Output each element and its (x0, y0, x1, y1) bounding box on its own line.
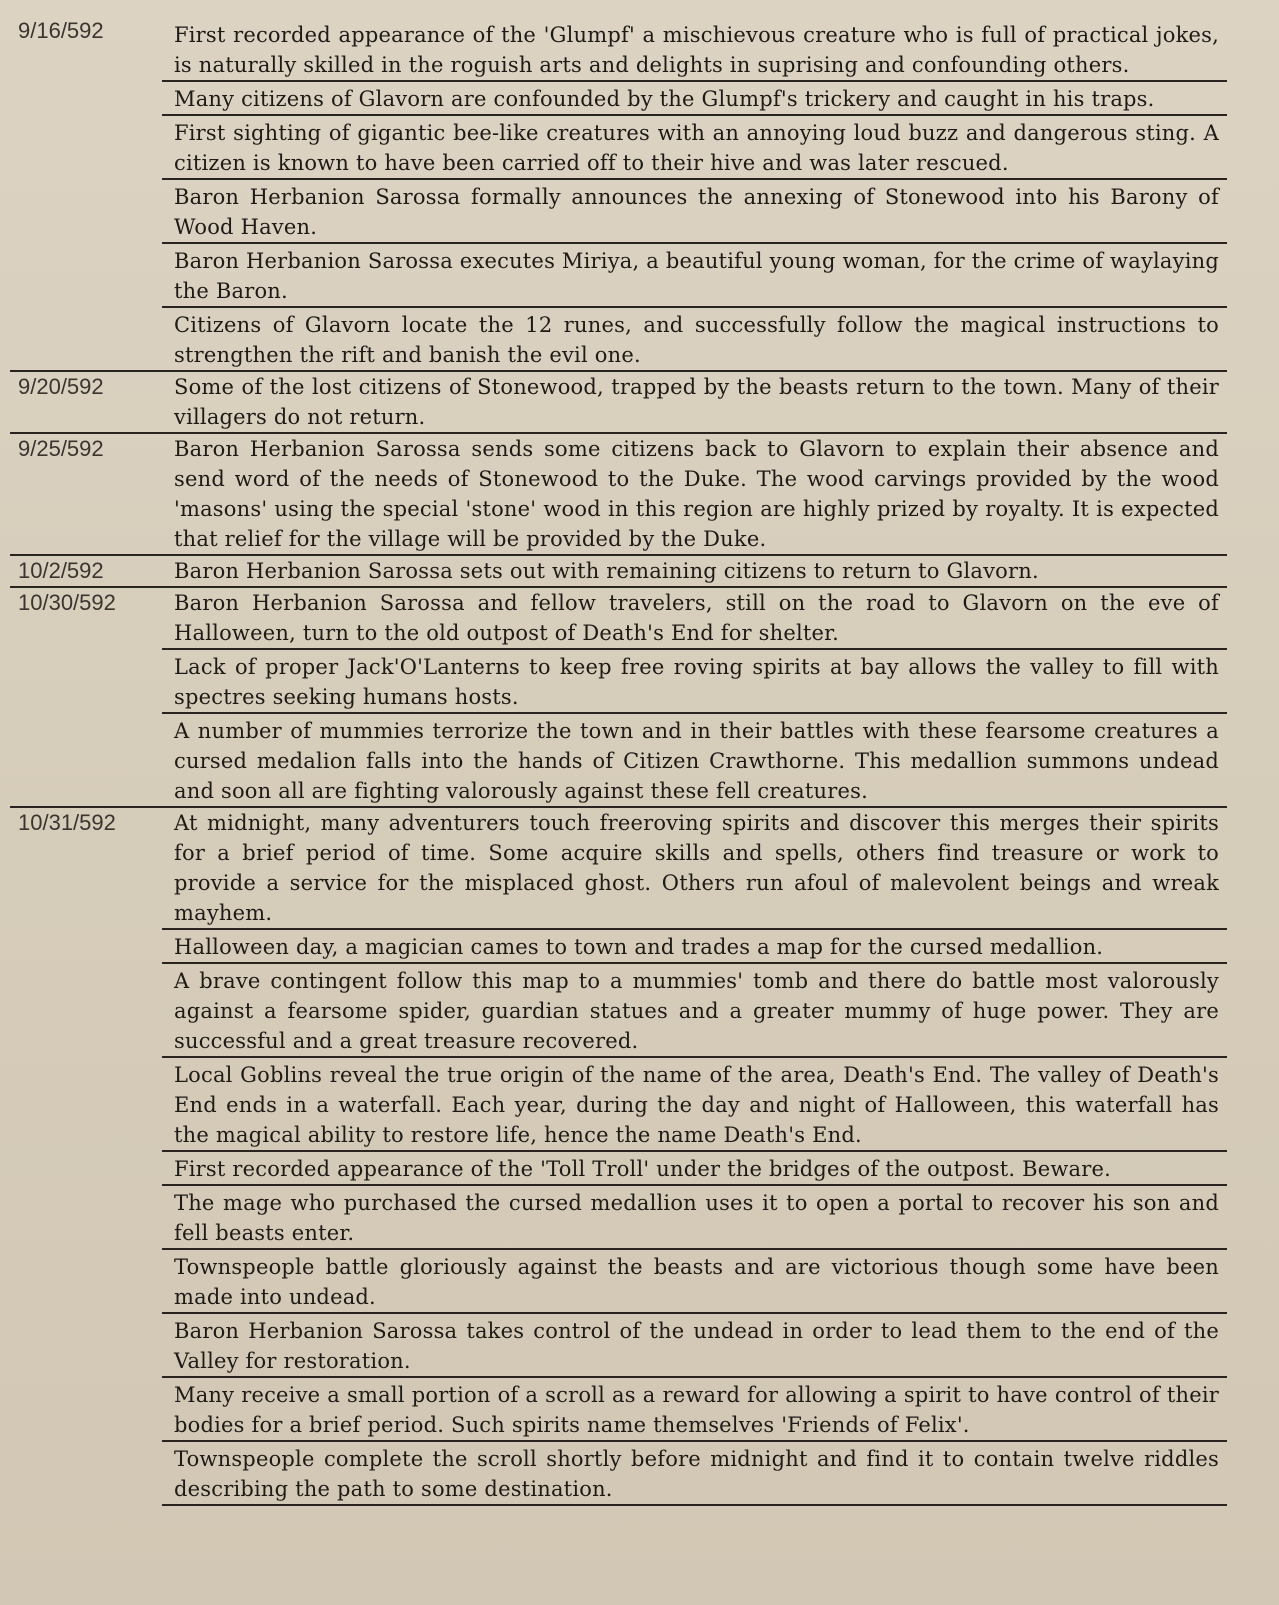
entry-text: A brave contingent follow this map to a mummies' tomb and there do battle most valorously against a fearsome spider, guardian statues and a greater mummy of huge power. They are successful and a great treasure recovered. (162, 962, 1227, 1056)
timeline-entry (0, 962, 1279, 1056)
entry-date: 9/20/592 (18, 374, 104, 399)
entry-date (0, 1248, 162, 1252)
entry-text: Local Goblins reveal the true origin of the name of the area, Death's End. The valley of Death's End ends in a waterfall. Each year, during the day and night of Halloween, this waterfall has the magical ability to restore life, hence the name Death's End. (162, 1056, 1227, 1150)
entry-text: At midnight, many adventurers touch freeroving spirits and discover this merges their spirits for a brief period of time. Some acquire skills and spells, others find treasure or work to provide a service for the misplaced ghost. Others run afoul of malevolent beings and wreak mayhem. (174, 811, 1219, 925)
timeline-entry (0, 242, 1279, 306)
timeline-entry (0, 1376, 1279, 1440)
entry-text: A number of mummies terrorize the town and in their battles with these fearsome creatures a cursed medalion falls into the hands of Citizen Crawthorne. This medallion summons undead and soon all are fighting valorously against these fell creatures. (162, 712, 1227, 806)
entry-text: Lack of proper Jack'O'Lanterns to keep free roving spirits at bay allows the valley to fill with spectres seeking humans hosts. (162, 648, 1227, 712)
timeline-entry (0, 178, 1279, 242)
entry-date (0, 242, 162, 246)
entry-text: Baron Herbanion Sarossa executes Miriya, a beautiful young woman, for the crime of waylaying the Baron. (162, 242, 1227, 306)
entry-date (0, 1150, 162, 1154)
timeline-entry (0, 648, 1279, 712)
entry-text: Baron Herbanion Sarossa sets out with remaining citizens to return to Glavorn. (174, 559, 1039, 583)
entry-text: First sighting of gigantic bee-like creatures with an annoying loud buzz and dangerous sting. A citizen is known to have been carried off to their hive and was later rescued. (162, 114, 1227, 178)
timeline-page (0, 14, 1279, 1506)
entry-date: 9/16/592 (18, 18, 104, 43)
entry-date: 10/31/592 (18, 810, 116, 835)
entry-text: Baron Herbanion Sarossa and fellow travelers, still on the road to Glavorn on the eve of Halloween, turn to the old outpost of Death's End for shelter. (174, 591, 1219, 645)
entry-text: Baron Herbanion Sarossa sends some citizens back to Glavorn to explain their absence and send word of the needs of Stonewood to the Duke. The wood carvings provided by the wood 'masons' using the special 'stone' wood in this region are highly prized by royalty. It is expected that relief for the village will be provided by the Duke. (174, 437, 1219, 551)
timeline-entry (0, 1150, 1279, 1184)
timeline-entry (0, 1184, 1279, 1248)
timeline-entry (0, 370, 1279, 432)
entry-text: Baron Herbanion Sarossa takes control of the undead in order to lead them to the end of the Valley for restoration. (162, 1312, 1227, 1376)
entry-text: First recorded appearance of the 'Glumpf' a mischievous creature who is full of practical jokes, is naturally skilled in the roguish arts and delights in suprising and confounding others. (174, 23, 1219, 77)
bottom-rule (162, 1504, 1227, 1506)
entry-date (0, 928, 162, 932)
entry-date (0, 648, 162, 652)
timeline-entry (0, 14, 1279, 80)
timeline-entry (0, 712, 1279, 806)
timeline-entry (0, 1312, 1279, 1376)
timeline-entry (0, 1440, 1279, 1504)
entry-text: Many receive a small portion of a scroll as a reward for allowing a spirit to have control of their bodies for a brief period. Such spirits name themselves 'Friends of Felix'. (162, 1376, 1227, 1440)
timeline-entry (0, 554, 1279, 586)
entry-text: Citizens of Glavorn locate the 12 runes, and successfully follow the magical instructions to strengthen the rift and banish the evil one. (162, 306, 1227, 370)
timeline-entry (0, 928, 1279, 962)
entry-date (0, 1056, 162, 1060)
timeline-entry (0, 306, 1279, 370)
entry-date (0, 712, 162, 716)
entry-date (0, 1312, 162, 1316)
entry-date (0, 114, 162, 118)
entry-text: Halloween day, a magician cames to town and trades a map for the cursed medallion. (162, 928, 1227, 962)
timeline-entry (0, 114, 1279, 178)
entry-text: Some of the lost citizens of Stonewood, trapped by the beasts return to the town. Many of their villagers do not return. (174, 375, 1219, 429)
entry-date: 10/30/592 (18, 590, 116, 615)
entry-date: 10/2/592 (18, 558, 104, 583)
entry-date (0, 1376, 162, 1380)
entry-text: First recorded appearance of the 'Toll Troll' under the bridges of the outpost. Beware. (162, 1150, 1227, 1184)
timeline-entry (0, 432, 1279, 554)
timeline-entry (0, 1248, 1279, 1312)
timeline-entry (0, 80, 1279, 114)
timeline-entry (0, 806, 1279, 928)
entry-text: Many citizens of Glavorn are confounded by the Glumpf's trickery and caught in his traps. (162, 80, 1227, 114)
entry-date (0, 1440, 162, 1444)
timeline-entry (0, 586, 1279, 648)
entry-date (0, 80, 162, 84)
entry-text: Townspeople complete the scroll shortly before midnight and find it to contain twelve riddles describing the path to some destination. (162, 1440, 1227, 1504)
entry-text: Baron Herbanion Sarossa formally announces the annexing of Stonewood into his Barony of Wood Haven. (162, 178, 1227, 242)
entry-text: Townspeople battle gloriously against the beasts and are victorious though some have been made into undead. (162, 1248, 1227, 1312)
entry-text: The mage who purchased the cursed medallion uses it to open a portal to recover his son and fell beasts enter. (162, 1184, 1227, 1248)
entry-date (0, 178, 162, 182)
entry-date: 9/25/592 (18, 436, 104, 461)
entry-date (0, 306, 162, 310)
entry-date (0, 1184, 162, 1188)
entry-date (0, 962, 162, 966)
timeline-entry (0, 1056, 1279, 1150)
